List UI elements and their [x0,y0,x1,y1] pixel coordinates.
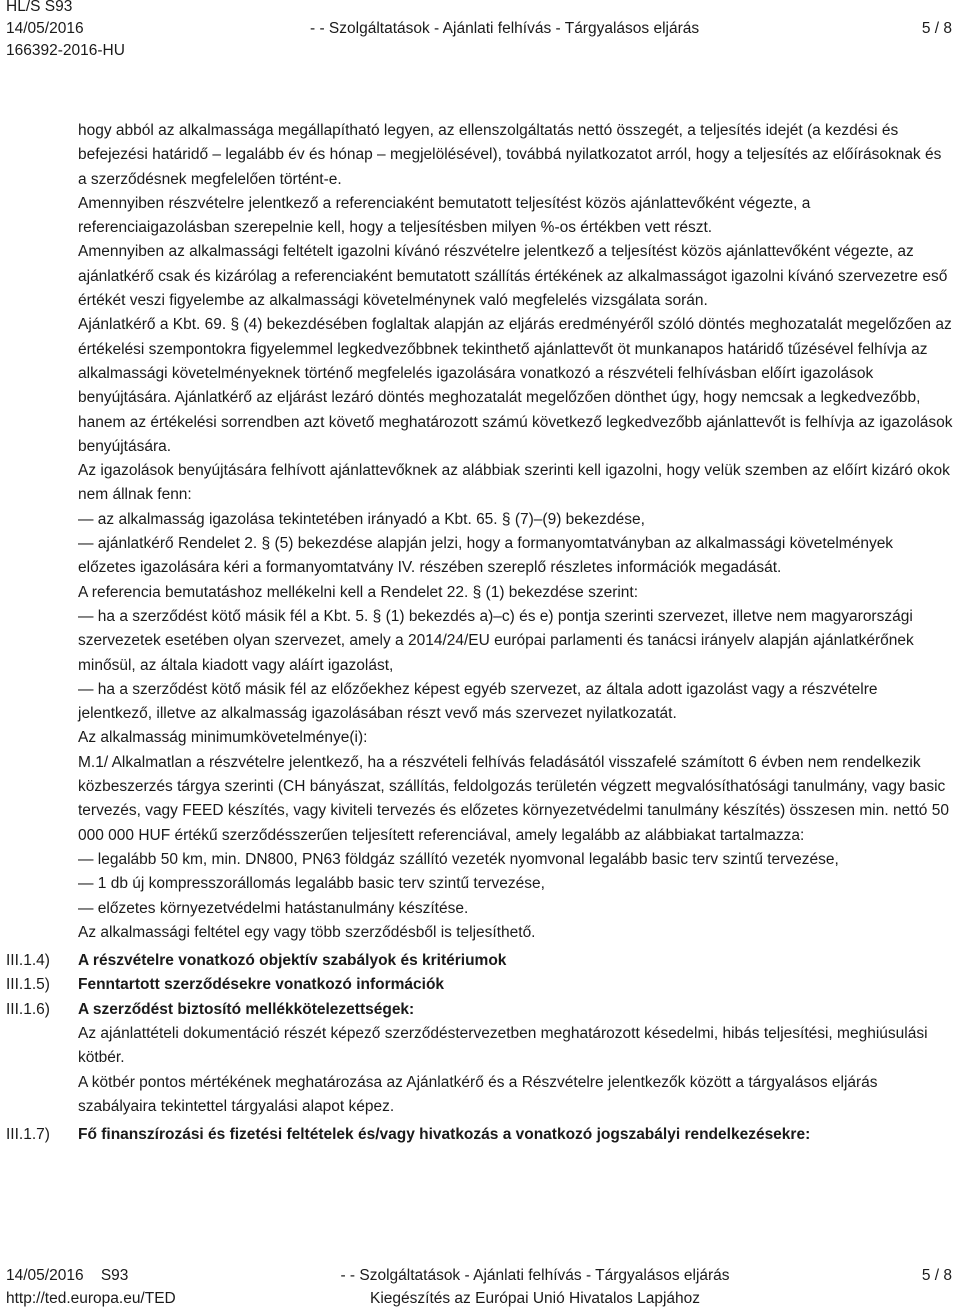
list-item: — előzetes környezetvédelmi hatástanulmány készítése. [78,899,469,917]
section-paragraph: A kötbér pontos mértékének meghatározása az Ajánlatkérő és a Részvételre jelentkezők között a tárgyalásos eljárás szabályaira tekintettel tárgyalási alapot képez. [78,1073,878,1115]
footer-date: 14/05/2016 [6,1267,84,1284]
paragraph: Az igazolások benyújtására felhívott ajánlattevőknek az alábbiak szerinti kell igazolni, hogy velük szemben az előírt kizáró okok nem állnak fenn: [78,462,950,504]
page-footer [0,1264,960,1311]
section-number: III.1.6) [6,1000,50,1018]
paragraph: Az alkalmasság minimumkövetelménye(i): [78,729,368,747]
section-title: Fő finanszírozási és fizetési feltételek és/vagy hivatkozás a vonatkozó jogszabályi rendelkezésekre: [78,1126,811,1144]
header-left [6,0,125,62]
paragraph: Ajánlatkérő a Kbt. 69. § (4) bekezdésében foglaltak alapján az eljárás eredményéről szóló döntés meghozatalát megelőzően az értékelési szempontokra figyelemmel legkedvezőbbnek tekinthető ajánlattevőt öt munkanapos határidő tűzésével felhívja az alkalmassági követelményeknek történő megfelelés igazolására vonatkozó a részvételi felhívásban előírt igazolások benyújtására. Ajánlatkérő az eljárást lezáró döntés meghozatalát megelőzően dönthet úgy, hogy nemcsak a legkedvezőbb, hanem az értékelési sorrendben azt követő meghatározott számú következő legkedvezőbb ajánlattevőt is felhívja az igazolások benyújtására. [78,316,953,455]
footer-series: S93 [100,1267,129,1284]
paragraph: Amennyiben részvételre jelentkező a referenciaként bemutatott teljesítést közös ajánlattevőként végezte, a referenciaigazolásban szerepelnie kell, hogy a teljesítésben milyen %-os értékben vett részt. [78,194,811,237]
list-item: — ha a szerződést kötő másik fél az előzőekhez képest egyéb szervezet, az általa adott igazolást vagy a részvételre jelentkező, illetve az alkalmasság igazolásában részt vevő más szervezet nyilatkozatát. [78,680,878,723]
footer-title: - - Szolgáltatások - Ajánlati felhívás - Tárgyalásos eljárás [340,1267,730,1284]
list-item: — ajánlatkérő Rendelet 2. § (5) bekezdése alapján jelzi, hogy a formanyomtatványban az alkalmassági követelmények előzetes igazolására kéri a formanyomtatvány IV. részében szereplő részletes információk megadását. [78,535,894,577]
list-item: — ha a szerződést kötő másik fél a Kbt. 5. § (1) bekezdés a)–c) és e) pontja szerinti szervezet, illetve nem magyarországi szervezetek esetében olyan szervezet, amely a 2014/24/EU európai parlamenti és tanácsi irányelv alapján ajánlatkérőnek minősül, az általa kiadott vagy aláírt igazolást, [78,607,914,674]
footer-date-series [6,1264,176,1287]
doc-id: HL/S S93 [6,0,73,15]
page-header [0,0,960,72]
paragraph: hogy abból az alkalmassága megállapítható legyen, az ellenszolgáltatás nettó összegét, a teljesítés idejét (a kezdési és befejezési határidő – legalább év és hónap – megjelölésével), továbbá nyilatkozatot arról, hogy a teljesítés az előírásoknak és a szerződésnek megfelelően történt-e. [78,122,942,188]
section-title: Fenntartott szerződésekre vonatkozó információk [78,976,445,994]
paragraph: Az alkalmassági feltétel egy vagy több szerződésből is teljesíthető. [78,923,536,941]
list-item: — 1 db új kompresszorállomás legalább basic terv szintű tervezése, [78,875,545,893]
footer-center [310,1264,760,1310]
paragraph: Amennyiben az alkalmassági feltételt igazolni kívánó részvételre jelentkező a teljesítést közös ajánlattevőként végezte, az ajánlatkérő csak és kizárólag a referenciaként bemutatott szállítás értékének az alkalmasságot igazolni kívánó szervezetre eső értékét veszi figyelembe az alkalmassági követelménynek való megfelelés vizsgálata során. [78,243,948,310]
document-body [6,119,954,1147]
header-date: 14/05/2016 [6,20,84,37]
header-page-number: 5 / 8 [921,20,952,37]
list-item: — legalább 50 km, min. DN800, PN63 földgáz szállító vezeték nyomvonal legalább basic terv szintű tervezése, [78,850,839,868]
section-iii-1-6 [6,998,954,1119]
footer-url[interactable]: http://ted.europa.eu/TED [6,1290,176,1307]
section-title: A szerződést biztosító mellékkötelezettségek: [78,1000,415,1018]
section-number: III.1.5) [6,976,50,994]
section-number: III.1.4) [6,952,50,970]
section-iii-1-4 [6,949,954,973]
paragraph: A referencia bemutatáshoz mellékelni kell a Rendelet 22. § (1) bekezdése szerint: [78,583,639,601]
section-number: III.1.7) [6,1126,50,1144]
paragraph: M.1/ Alkalmatlan a részvételre jelentkező, ha a részvételi felhívás feladásától visszafelé számított 6 évben nem rendelkezik közbeszerzés tárgya szerinti (CH bányászat, szállítás, feldolgozás területén végzett megvalósíthatósági tanulmány, vagy basic tervezés, vagy FEED készítés, vagy kiviteli tervezés és előzetes környezetvédelmi tanulmány készítés) összesen min. nettó 50 000 000 HUF értékű szerződésszerűen teljesített referenciával, amely legalább az alábbiakat tartalmazza: [78,753,949,844]
list-item: — az alkalmasság igazolása tekintetében irányadó a Kbt. 65. § (7)–(9) bekezdése, [78,510,645,528]
section-iii-1-5 [6,973,954,997]
footer-left [6,1264,176,1310]
header-title: - - Szolgáltatások - Ajánlati felhívás - Tárgyalásos eljárás [310,20,700,37]
section-iii-1-7 [6,1123,954,1147]
body-paragraphs [78,119,954,945]
notice-number: 166392-2016-HU [6,42,125,59]
section-title: A részvételre vonatkozó objektív szabályok és kritériumok [78,952,507,970]
footer-page-number: 5 / 8 [921,1267,952,1284]
footer-publisher: Kiegészítés az Európai Unió Hivatalos Lapjához [370,1290,700,1307]
section-paragraph: Az ajánlattételi dokumentáció részét képező szerződéstervezetben meghatározott késedelmi, hibás teljesítési, meghiúsulási kötbér. [78,1024,928,1067]
